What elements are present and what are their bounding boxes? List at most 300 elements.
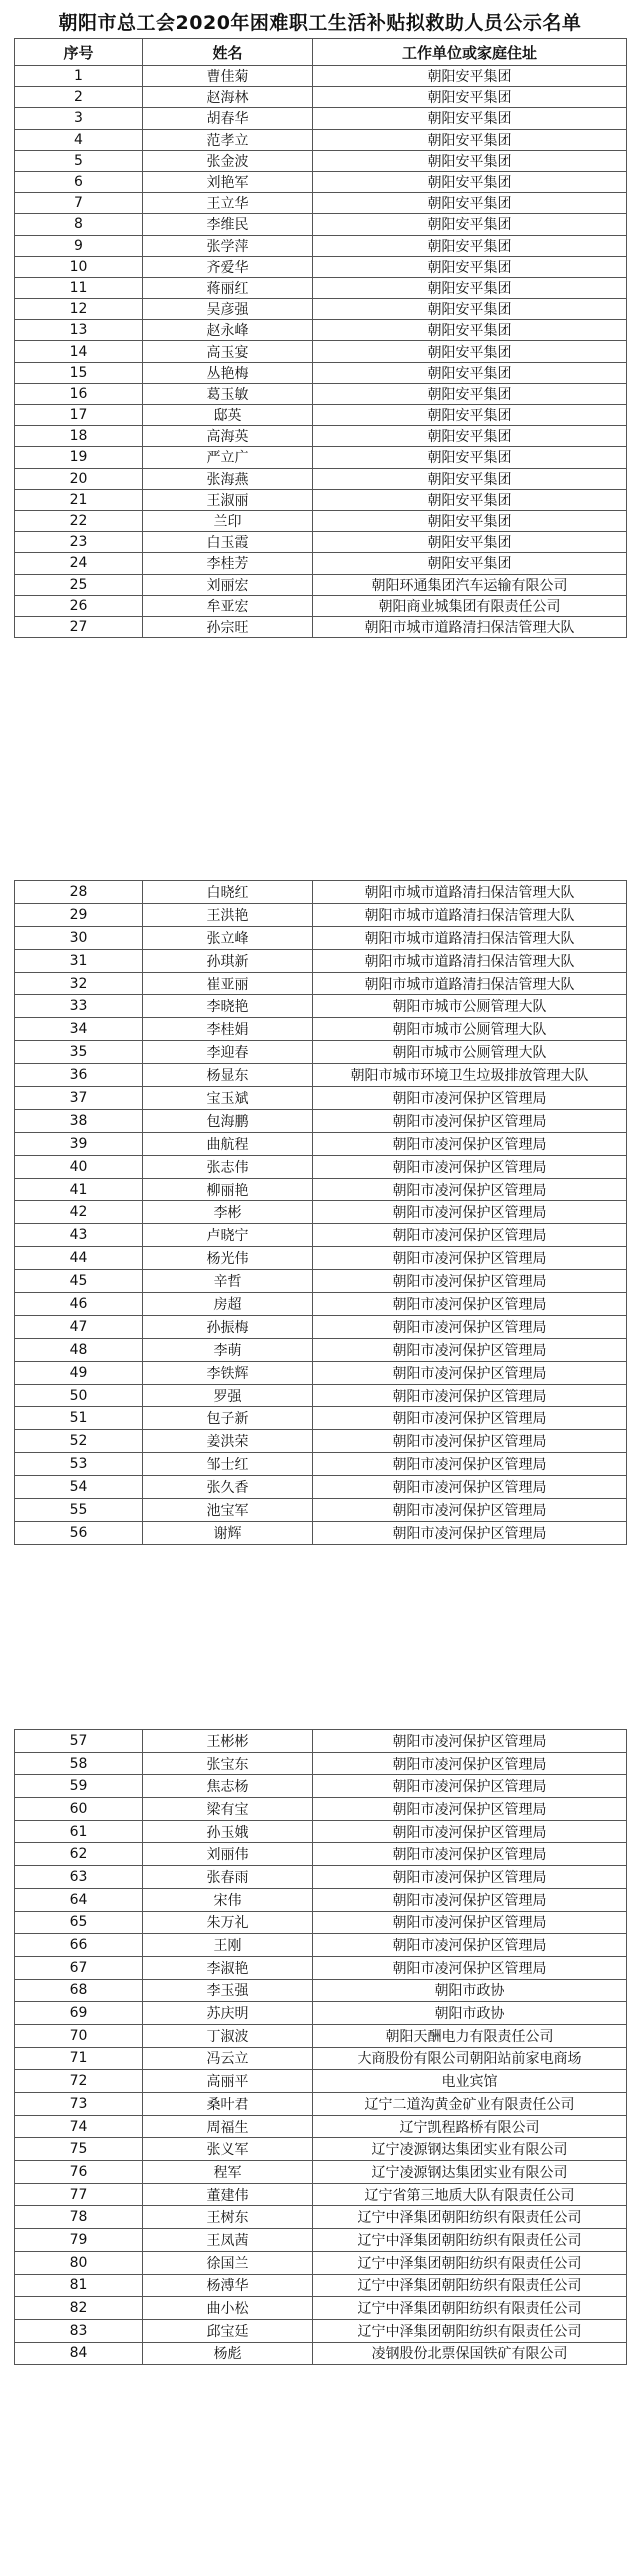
unit-cell: 朝阳安平集团: [313, 553, 627, 574]
no-cell: 42: [15, 1201, 143, 1224]
name-cell: 孙宗旺: [143, 616, 313, 637]
no-cell: 6: [15, 171, 143, 192]
no-cell: 73: [15, 2093, 143, 2116]
no-cell: 47: [15, 1315, 143, 1338]
name-cell: 桑叶君: [143, 2093, 313, 2116]
unit-cell: 朝阳市城市道路清扫保洁管理大队: [313, 903, 627, 926]
no-cell: 43: [15, 1224, 143, 1247]
no-cell: 34: [15, 1018, 143, 1041]
name-cell: 梁有宝: [143, 1798, 313, 1821]
table-row: [15, 926, 627, 949]
name-cell: 苏庆明: [143, 2002, 313, 2025]
unit-cell: 朝阳安平集团: [313, 532, 627, 553]
no-cell: 1: [15, 66, 143, 87]
no-cell: 3: [15, 108, 143, 129]
table-row: [15, 2297, 627, 2320]
table-row: [15, 1224, 627, 1247]
unit-cell: 朝阳市城市道路清扫保洁管理大队: [313, 616, 627, 637]
unit-cell: 朝阳市凌河保护区管理局: [313, 1224, 627, 1247]
name-cell: 李彬: [143, 1201, 313, 1224]
table-row: [15, 256, 627, 277]
table-row: [15, 405, 627, 426]
unit-cell: 朝阳市城市公厕管理大队: [313, 995, 627, 1018]
name-cell: 兰印: [143, 510, 313, 531]
name-cell: 孙玉娥: [143, 1820, 313, 1843]
no-cell: 41: [15, 1178, 143, 1201]
name-cell: 张春雨: [143, 1866, 313, 1889]
unit-cell: 朝阳市城市道路清扫保洁管理大队: [313, 949, 627, 972]
unit-cell: 朝阳市凌河保护区管理局: [313, 1247, 627, 1270]
unit-cell: 朝阳市凌河保护区管理局: [313, 1798, 627, 1821]
no-cell: 44: [15, 1247, 143, 1270]
no-cell: 78: [15, 2206, 143, 2229]
name-cell: 邹士红: [143, 1453, 313, 1476]
unit-cell: 朝阳市凌河保护区管理局: [313, 1775, 627, 1798]
no-cell: 62: [15, 1843, 143, 1866]
table-row: [15, 2115, 627, 2138]
table-row: [15, 2183, 627, 2206]
no-cell: 56: [15, 1521, 143, 1544]
name-cell: 严立广: [143, 447, 313, 468]
no-cell: 15: [15, 362, 143, 383]
table-row: [15, 2342, 627, 2365]
unit-cell: 辽宁凌源钢达集团实业有限公司: [313, 2138, 627, 2161]
no-cell: 63: [15, 1866, 143, 1889]
unit-cell: 朝阳市凌河保护区管理局: [313, 1430, 627, 1453]
table-row: [15, 2319, 627, 2342]
no-cell: 12: [15, 299, 143, 320]
no-cell: 57: [15, 1730, 143, 1753]
no-cell: 9: [15, 235, 143, 256]
unit-cell: 朝阳安平集团: [313, 277, 627, 298]
unit-cell: 朝阳安平集团: [313, 66, 627, 87]
unit-cell: 朝阳市凌河保护区管理局: [313, 1499, 627, 1522]
name-cell: 姜洪荣: [143, 1430, 313, 1453]
table-row: [15, 1270, 627, 1293]
name-cell: 徐国兰: [143, 2251, 313, 2274]
unit-cell: 朝阳安平集团: [313, 405, 627, 426]
unit-cell: 朝阳市凌河保护区管理局: [313, 1338, 627, 1361]
unit-cell: 朝阳安平集团: [313, 193, 627, 214]
unit-cell: 朝阳安平集团: [313, 150, 627, 171]
unit-cell: 朝阳环通集团汽车运输有限公司: [313, 574, 627, 595]
no-cell: 4: [15, 129, 143, 150]
unit-cell: 朝阳市凌河保护区管理局: [313, 1820, 627, 1843]
no-cell: 37: [15, 1087, 143, 1110]
table-row: [15, 972, 627, 995]
unit-cell: 朝阳市城市环境卫生垃圾排放管理大队: [313, 1064, 627, 1087]
table-row: [15, 1041, 627, 1064]
unit-cell: 朝阳市凌河保护区管理局: [313, 1178, 627, 1201]
unit-cell: 朝阳市凌河保护区管理局: [313, 1453, 627, 1476]
table-row: [15, 1499, 627, 1522]
unit-cell: 朝阳天酬电力有限责任公司: [313, 2024, 627, 2047]
name-cell: 谢辉: [143, 1521, 313, 1544]
name-cell: 李淑艳: [143, 1956, 313, 1979]
table-row: [15, 214, 627, 235]
unit-cell: 辽宁中泽集团朝阳纺织有限责任公司: [313, 2297, 627, 2320]
table-row: [15, 383, 627, 404]
unit-cell: 凌钢股份北票保国铁矿有限公司: [313, 2342, 627, 2365]
no-cell: 83: [15, 2319, 143, 2342]
table-row: [15, 2251, 627, 2274]
no-cell: 67: [15, 1956, 143, 1979]
table-row: [15, 2024, 627, 2047]
table-row: [15, 949, 627, 972]
unit-cell: 朝阳市凌河保护区管理局: [313, 1407, 627, 1430]
table-row: [15, 1453, 627, 1476]
unit-cell: 朝阳安平集团: [313, 510, 627, 531]
table-row: [15, 1430, 627, 1453]
table-row: [15, 489, 627, 510]
no-cell: 38: [15, 1109, 143, 1132]
no-cell: 77: [15, 2183, 143, 2206]
table-row: [15, 1293, 627, 1316]
unit-cell: 朝阳市凌河保护区管理局: [313, 1384, 627, 1407]
no-cell: 21: [15, 489, 143, 510]
name-cell: 辛哲: [143, 1270, 313, 1293]
no-cell: 60: [15, 1798, 143, 1821]
no-cell: 19: [15, 447, 143, 468]
table-row: [15, 2229, 627, 2252]
no-cell: 28: [15, 881, 143, 904]
no-cell: 80: [15, 2251, 143, 2274]
name-cell: 牟亚宏: [143, 595, 313, 616]
table-row: [15, 1934, 627, 1957]
name-cell: 周福生: [143, 2115, 313, 2138]
page-title: 朝阳市总工会2020年困难职工生活补贴拟救助人员公示名单: [58, 12, 582, 34]
name-cell: 池宝军: [143, 1499, 313, 1522]
name-cell: 张义军: [143, 2138, 313, 2161]
roster-table-page-2: [14, 880, 627, 1545]
unit-cell: 朝阳市凌河保护区管理局: [313, 1752, 627, 1775]
name-cell: 宋伟: [143, 1888, 313, 1911]
table-row: [15, 2138, 627, 2161]
name-cell: 包海鹏: [143, 1109, 313, 1132]
table-row: [15, 881, 627, 904]
name-cell: 李桂娟: [143, 1018, 313, 1041]
unit-cell: 辽宁二道沟黄金矿业有限责任公司: [313, 2093, 627, 2116]
unit-cell: 辽宁中泽集团朝阳纺织有限责任公司: [313, 2251, 627, 2274]
table-row: [15, 66, 627, 87]
no-cell: 32: [15, 972, 143, 995]
no-cell: 5: [15, 150, 143, 171]
name-cell: 杨溥华: [143, 2274, 313, 2297]
no-cell: 64: [15, 1888, 143, 1911]
name-cell: 程军: [143, 2161, 313, 2184]
table-row: [15, 1087, 627, 1110]
name-cell: 宝玉斌: [143, 1087, 313, 1110]
no-cell: 54: [15, 1476, 143, 1499]
no-cell: 39: [15, 1132, 143, 1155]
name-cell: 朱万礼: [143, 1911, 313, 1934]
unit-cell: 朝阳市凌河保护区管理局: [313, 1888, 627, 1911]
table-row: [15, 1178, 627, 1201]
table-row: [15, 2070, 627, 2093]
table-row: [15, 1752, 627, 1775]
no-cell: 84: [15, 2342, 143, 2365]
name-cell: 邸英: [143, 405, 313, 426]
no-cell: 81: [15, 2274, 143, 2297]
name-cell: 高丽平: [143, 2070, 313, 2093]
no-cell: 11: [15, 277, 143, 298]
table-row: [15, 1384, 627, 1407]
no-cell: 26: [15, 595, 143, 616]
name-cell: 李桂芳: [143, 553, 313, 574]
no-cell: 74: [15, 2115, 143, 2138]
unit-cell: 朝阳市城市公厕管理大队: [313, 1041, 627, 1064]
table-row: [15, 1775, 627, 1798]
unit-cell: 朝阳市政协: [313, 2002, 627, 2025]
table-row: [15, 510, 627, 531]
name-cell: 包子新: [143, 1407, 313, 1430]
no-cell: 30: [15, 926, 143, 949]
table-row: [15, 1979, 627, 2002]
table-row: [15, 341, 627, 362]
table-row: [15, 468, 627, 489]
table-row: [15, 447, 627, 468]
table-row: [15, 1361, 627, 1384]
no-cell: 22: [15, 510, 143, 531]
name-cell: 罗强: [143, 1384, 313, 1407]
name-cell: 焦志杨: [143, 1775, 313, 1798]
table-header-row: [15, 39, 627, 66]
no-cell: 61: [15, 1820, 143, 1843]
roster-table-page-1: [14, 38, 627, 638]
no-cell: 55: [15, 1499, 143, 1522]
unit-cell: 辽宁凯程路桥有限公司: [313, 2115, 627, 2138]
table-row: [15, 574, 627, 595]
table-row: [15, 1315, 627, 1338]
unit-cell: 朝阳市凌河保护区管理局: [313, 1843, 627, 1866]
unit-cell: 朝阳市凌河保护区管理局: [313, 1476, 627, 1499]
header-no: 序号: [15, 39, 143, 66]
no-cell: 29: [15, 903, 143, 926]
unit-cell: 朝阳市凌河保护区管理局: [313, 1730, 627, 1753]
no-cell: 40: [15, 1155, 143, 1178]
table-row: [15, 1407, 627, 1430]
unit-cell: 辽宁中泽集团朝阳纺织有限责任公司: [313, 2319, 627, 2342]
name-cell: 李晓艳: [143, 995, 313, 1018]
name-cell: 李萌: [143, 1338, 313, 1361]
name-cell: 孙振梅: [143, 1315, 313, 1338]
name-cell: 赵海林: [143, 87, 313, 108]
unit-cell: 电业宾馆: [313, 2070, 627, 2093]
table-row: [15, 595, 627, 616]
name-cell: 冯云立: [143, 2047, 313, 2070]
unit-cell: 朝阳市城市道路清扫保洁管理大队: [313, 972, 627, 995]
no-cell: 79: [15, 2229, 143, 2252]
unit-cell: 朝阳商业城集团有限责任公司: [313, 595, 627, 616]
name-cell: 丁淑波: [143, 2024, 313, 2047]
no-cell: 51: [15, 1407, 143, 1430]
unit-cell: 辽宁省第三地质大队有限责任公司: [313, 2183, 627, 2206]
name-cell: 王刚: [143, 1934, 313, 1957]
table-row: [15, 903, 627, 926]
name-cell: 杨光伟: [143, 1247, 313, 1270]
name-cell: 刘丽伟: [143, 1843, 313, 1866]
unit-cell: 朝阳安平集团: [313, 129, 627, 150]
table-row: [15, 362, 627, 383]
unit-cell: 朝阳市凌河保护区管理局: [313, 1521, 627, 1544]
table-row: [15, 277, 627, 298]
table-row: [15, 1956, 627, 1979]
unit-cell: 朝阳市凌河保护区管理局: [313, 1087, 627, 1110]
no-cell: 33: [15, 995, 143, 1018]
no-cell: 53: [15, 1453, 143, 1476]
table-row: [15, 108, 627, 129]
no-cell: 10: [15, 256, 143, 277]
unit-cell: 朝阳安平集团: [313, 489, 627, 510]
no-cell: 13: [15, 320, 143, 341]
unit-cell: 辽宁中泽集团朝阳纺织有限责任公司: [313, 2229, 627, 2252]
unit-cell: 朝阳市政协: [313, 1979, 627, 2002]
name-cell: 崔亚丽: [143, 972, 313, 995]
no-cell: 71: [15, 2047, 143, 2070]
name-cell: 房超: [143, 1293, 313, 1316]
unit-cell: 朝阳安平集团: [313, 341, 627, 362]
name-cell: 张志伟: [143, 1155, 313, 1178]
name-cell: 王树东: [143, 2206, 313, 2229]
name-cell: 王凤茜: [143, 2229, 313, 2252]
unit-cell: 朝阳安平集团: [313, 299, 627, 320]
table-row: [15, 1201, 627, 1224]
table-row: [15, 1888, 627, 1911]
table-row: [15, 2002, 627, 2025]
name-cell: 柳丽艳: [143, 1178, 313, 1201]
name-cell: 赵永峰: [143, 320, 313, 341]
unit-cell: 朝阳市凌河保护区管理局: [313, 1361, 627, 1384]
unit-cell: 朝阳市城市道路清扫保洁管理大队: [313, 881, 627, 904]
no-cell: 66: [15, 1934, 143, 1957]
unit-cell: 朝阳市凌河保护区管理局: [313, 1201, 627, 1224]
name-cell: 张久香: [143, 1476, 313, 1499]
table-row: [15, 1521, 627, 1544]
name-cell: 高玉宴: [143, 341, 313, 362]
table-row: [15, 1476, 627, 1499]
name-cell: 高海英: [143, 426, 313, 447]
name-cell: 蒋丽红: [143, 277, 313, 298]
table-row: [15, 1866, 627, 1889]
name-cell: 白晓红: [143, 881, 313, 904]
name-cell: 吴彦强: [143, 299, 313, 320]
table-row: [15, 2047, 627, 2070]
name-cell: 张学萍: [143, 235, 313, 256]
no-cell: 14: [15, 341, 143, 362]
no-cell: 76: [15, 2161, 143, 2184]
table-row: [15, 1018, 627, 1041]
unit-cell: 朝阳安平集团: [313, 214, 627, 235]
unit-cell: 朝阳安平集团: [313, 383, 627, 404]
name-cell: 邱宝廷: [143, 2319, 313, 2342]
name-cell: 王彬彬: [143, 1730, 313, 1753]
roster-table-page-3: [14, 1729, 627, 2365]
table-row: [15, 1843, 627, 1866]
name-cell: 张立峰: [143, 926, 313, 949]
table-row: [15, 1109, 627, 1132]
name-cell: 张宝东: [143, 1752, 313, 1775]
name-cell: 李维民: [143, 214, 313, 235]
table-row: [15, 1247, 627, 1270]
no-cell: 17: [15, 405, 143, 426]
no-cell: 25: [15, 574, 143, 595]
table-row: [15, 171, 627, 192]
name-cell: 曹佳菊: [143, 66, 313, 87]
unit-cell: 辽宁中泽集团朝阳纺织有限责任公司: [313, 2206, 627, 2229]
no-cell: 2: [15, 87, 143, 108]
unit-cell: 朝阳市凌河保护区管理局: [313, 1911, 627, 1934]
name-cell: 王立华: [143, 193, 313, 214]
unit-cell: 朝阳市凌河保护区管理局: [313, 1109, 627, 1132]
name-cell: 葛玉敏: [143, 383, 313, 404]
unit-cell: 朝阳安平集团: [313, 468, 627, 489]
no-cell: 65: [15, 1911, 143, 1934]
no-cell: 7: [15, 193, 143, 214]
table-row: [15, 2206, 627, 2229]
no-cell: 58: [15, 1752, 143, 1775]
table-row: [15, 320, 627, 341]
no-cell: 18: [15, 426, 143, 447]
table-row: [15, 1064, 627, 1087]
no-cell: 24: [15, 553, 143, 574]
no-cell: 68: [15, 1979, 143, 2002]
unit-cell: 朝阳市凌河保护区管理局: [313, 1315, 627, 1338]
unit-cell: 朝阳市凌河保护区管理局: [313, 1934, 627, 1957]
no-cell: 50: [15, 1384, 143, 1407]
unit-cell: 大商股份有限公司朝阳站前家电商场: [313, 2047, 627, 2070]
unit-cell: 朝阳安平集团: [313, 87, 627, 108]
no-cell: 20: [15, 468, 143, 489]
table-row: [15, 1338, 627, 1361]
no-cell: 35: [15, 1041, 143, 1064]
table-row: [15, 1132, 627, 1155]
unit-cell: 朝阳市城市道路清扫保洁管理大队: [313, 926, 627, 949]
no-cell: 36: [15, 1064, 143, 1087]
name-cell: 张金波: [143, 150, 313, 171]
no-cell: 16: [15, 383, 143, 404]
no-cell: 52: [15, 1430, 143, 1453]
unit-cell: 朝阳市凌河保护区管理局: [313, 1866, 627, 1889]
name-cell: 李迎春: [143, 1041, 313, 1064]
unit-cell: 朝阳安平集团: [313, 362, 627, 383]
name-cell: 王淑丽: [143, 489, 313, 510]
no-cell: 48: [15, 1338, 143, 1361]
no-cell: 8: [15, 214, 143, 235]
no-cell: 75: [15, 2138, 143, 2161]
table-row: [15, 2161, 627, 2184]
unit-cell: 辽宁中泽集团朝阳纺织有限责任公司: [313, 2274, 627, 2297]
name-cell: 范孝立: [143, 129, 313, 150]
table-row: [15, 426, 627, 447]
name-cell: 董建伟: [143, 2183, 313, 2206]
table-row: [15, 2274, 627, 2297]
unit-cell: 朝阳安平集团: [313, 447, 627, 468]
unit-cell: 朝阳市凌河保护区管理局: [313, 1270, 627, 1293]
header-name: 姓名: [143, 39, 313, 66]
name-cell: 杨彪: [143, 2342, 313, 2365]
unit-cell: 朝阳市凌河保护区管理局: [313, 1155, 627, 1178]
table-row: [15, 1911, 627, 1934]
name-cell: 李铁辉: [143, 1361, 313, 1384]
unit-cell: 朝阳安平集团: [313, 108, 627, 129]
name-cell: 杨显东: [143, 1064, 313, 1087]
no-cell: 45: [15, 1270, 143, 1293]
table-row: [15, 1155, 627, 1178]
table-row: [15, 235, 627, 256]
unit-cell: 朝阳安平集团: [313, 235, 627, 256]
name-cell: 张海燕: [143, 468, 313, 489]
no-cell: 27: [15, 616, 143, 637]
